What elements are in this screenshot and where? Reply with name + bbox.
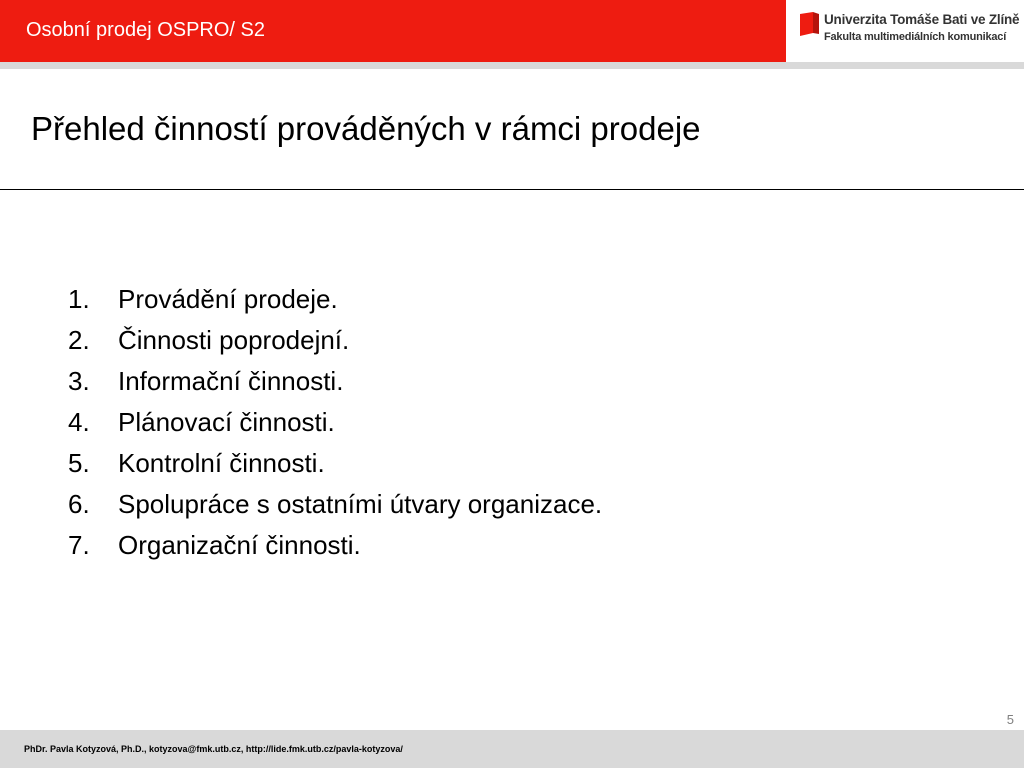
book-logo-icon: [800, 12, 819, 36]
logo-university-name: Univerzita Tomáše Bati ve Zlíně: [824, 12, 1020, 27]
list-item: [68, 527, 602, 568]
list-item-text: Kontrolní činnosti.: [118, 448, 325, 478]
list-item-number: 3.: [68, 366, 90, 396]
footer-author-contact: PhDr. Pavla Kotyzová, Ph.D., kotyzova@fmk.utb.cz, http://lide.fmk.utb.cz/pavla-kotyzova/: [24, 744, 403, 754]
slide-page-number: 5: [1006, 712, 1014, 727]
list-item-number: 1.: [68, 284, 90, 314]
header-bar: [0, 0, 786, 62]
list-item-number: 6.: [68, 489, 90, 519]
list-item-text: Činnosti poprodejní.: [118, 325, 350, 355]
list-item: [68, 404, 602, 445]
list-item-text: Plánovací činnosti.: [118, 407, 335, 437]
list-item-number: 5.: [68, 448, 90, 478]
list-item: [68, 363, 602, 404]
list-item: [68, 445, 602, 486]
activities-list: [68, 281, 602, 568]
list-item-number: 2.: [68, 325, 90, 355]
list-item: [68, 322, 602, 363]
list-item-text: Provádění prodeje.: [118, 284, 338, 314]
header-divider-strip: [0, 62, 1024, 69]
university-logo: [786, 0, 1024, 62]
footer-bar: [0, 730, 1024, 768]
list-item-number: 4.: [68, 407, 90, 437]
list-item: [68, 486, 602, 527]
title-divider: [0, 189, 1024, 190]
logo-faculty-name: Fakulta multimediálních komunikací: [824, 31, 1007, 43]
list-item-text: Spolupráce s ostatními útvary organizace.: [118, 489, 603, 519]
list-item-text: Organizační činnosti.: [118, 530, 361, 560]
list-item-number: 7.: [68, 530, 90, 560]
list-item: [68, 281, 602, 322]
slide-title: Přehled činností prováděných v rámci prodeje: [31, 110, 701, 147]
course-title: Osobní prodej OSPRO/ S2: [26, 19, 266, 41]
list-item-text: Informační činnosti.: [118, 366, 344, 396]
